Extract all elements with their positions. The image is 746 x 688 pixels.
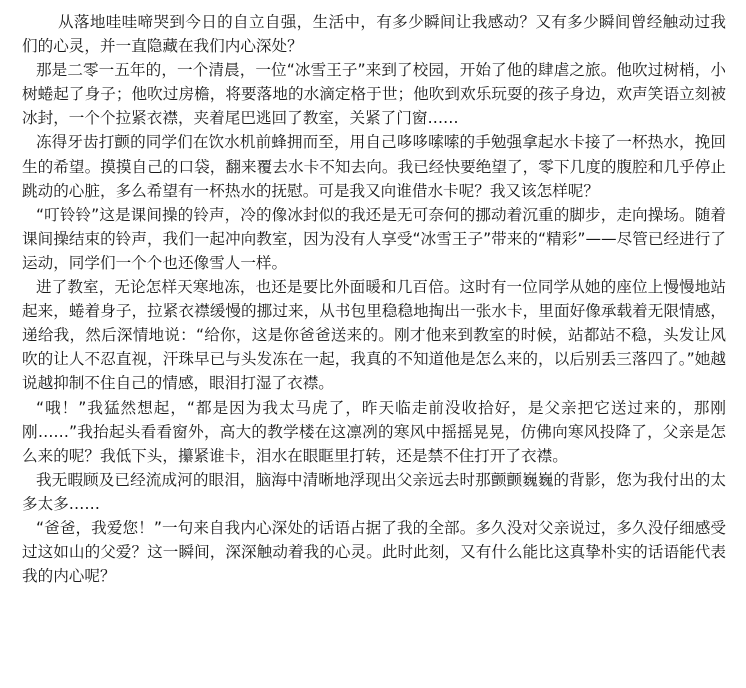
paragraph-7: 我无暇顾及已经流成河的眼泪，脑海中清晰地浮现出父亲远去时那颤颤巍巍的背影，您为我付出的太多太多…… <box>22 470 726 513</box>
paragraph-4: “叮铃铃”这是课间操的铃声，冷的像冰封似的我还是无可奈何的挪动着沉重的脚步，走向操场。随着课间操结束的铃声，我们一起冲向教室，因为没有人享受“冰雪王子”带来的“精彩”——尽管已经进行了运动，同学们一个个也还像雪人一样。 <box>22 205 726 272</box>
paragraph-2: 那是二零一五年的，一个清晨，一位“冰雪王子”来到了校园，开始了他的肆虐之旅。他吹过树梢，小树蜷起了身子；他吹过房檐，将要落地的水滴定格于世；他吹到欢乐玩耍的孩子身边，欢声笑语立刻被冰封，一个个拉紧衣襟，夹着尾巴逃回了教室，关紧了门窗…… <box>22 61 726 128</box>
paragraph-5: 进了教室，无论怎样天寒地冻，也还是要比外面暖和几百倍。这时有一位同学从她的座位上慢慢地站起来，蜷着身子，拉紧衣襟缓慢的挪过来，从书包里稳稳地掏出一张水卡，里面好像承载着无限情感，递给我，然后深情地说：“给你，这是你爸爸送来的。刚才他来到教室的时候，站都站不稳，头发让风吹的让人不忍直视，汗珠早已与头发冻在一起，我真的不知道他是怎么来的，以后别丢三落四了。”她越说越抑制不住自己的情感，眼泪打湿了衣襟。 <box>22 278 726 393</box>
paragraph-6: “哦！”我猛然想起，“都是因为我太马虎了，昨天临走前没收拾好，是父亲把它送过来的，那刚刚……”我抬起头看看窗外，高大的教学楼在这凛冽的寒风中摇摇晃晃，仿佛向寒风投降了，父亲是怎么来的呢？我低下头，攥紧谁卡，泪水在眼眶里打转，还是禁不住打开了衣襟。 <box>22 398 726 465</box>
page-right-margin <box>738 0 746 688</box>
paragraph-3: 冻得牙齿打颤的同学们在饮水机前蜂拥而至，用自己哆哆嗦嗦的手勉强拿起水卡接了一杯热水，挽回生的希望。摸摸自己的口袋，翻来覆去水卡不知去向。我已经快要绝望了，零下几度的腹腔和几乎停止跳动的心脏，多么希望有一杯热水的抚慰。可是我又向谁借水卡呢？我又该怎样呢？ <box>22 133 726 200</box>
paragraph-1: 从落地哇哇啼哭到今日的自立自强，生活中，有多少瞬间让我感动？又有多少瞬间曾经触动过我们的心灵，并一直隐藏在我们内心深处？ <box>22 13 726 56</box>
paragraph-8: “爸爸，我爱您！”一句来自我内心深处的话语占据了我的全部。多久没对父亲说过，多久没仔细感受过这如山的父爱？这一瞬间，深深触动着我的心灵。此时此刻，又有什么能比这真挚朴实的话语能代表我的内心呢？ <box>22 518 726 586</box>
essay-body <box>22 10 726 588</box>
